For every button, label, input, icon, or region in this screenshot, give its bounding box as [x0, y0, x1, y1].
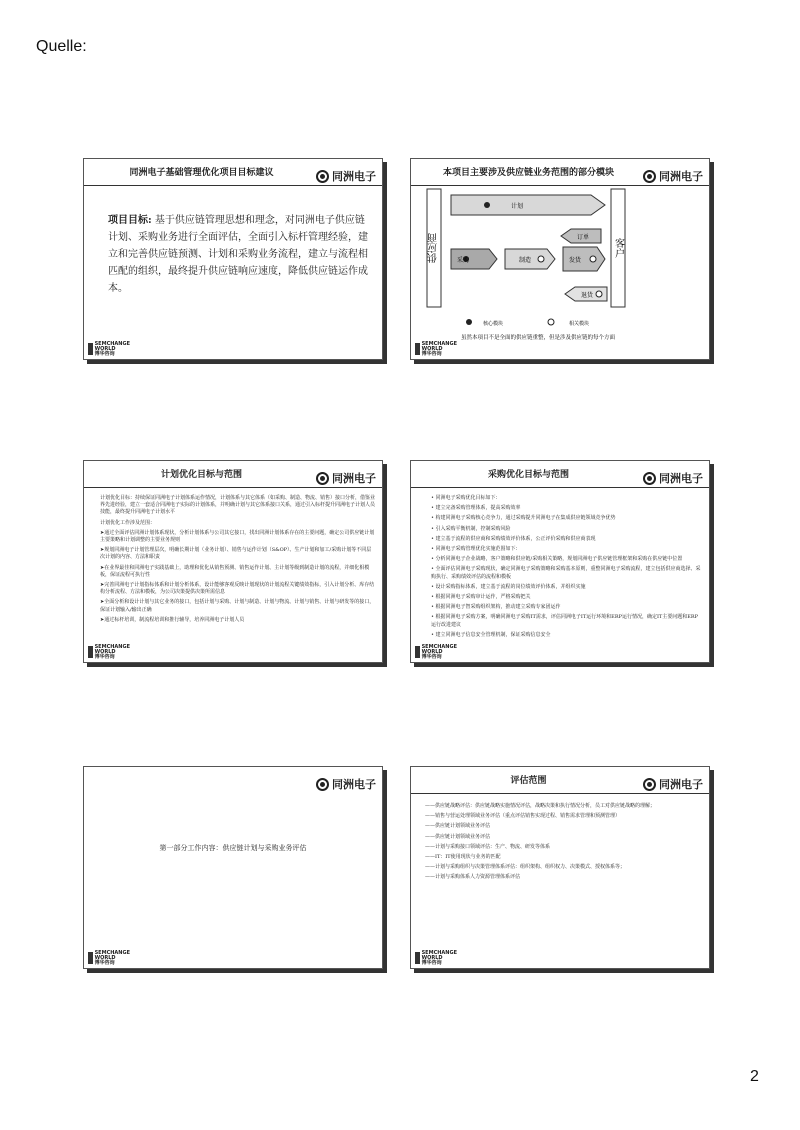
list-item: ——计划与采购接口领域评估：生产、物流、研发等体系 [425, 843, 551, 850]
purchase-scope-title: • 同洲电子采购管理优化实施范围如下： [431, 546, 521, 553]
footer-line: 博华咨询 [421, 959, 442, 966]
legend-core-icon [466, 319, 472, 325]
plan-scope-title: 计划优化工作涉及范围： [100, 519, 156, 526]
legend-related-icon [548, 319, 554, 325]
footer-logo-icon [415, 952, 420, 964]
goal-text: 基于供应链管理思想和理念，对同洲电子供应链计划、采购业务进行全面评估，全面引入标杆管理经验，建立和完善供应链预测、计划和采购业务流程，建立与流程相匹配的组织，最终提升供应链响应速度，降低供应链运作成本。 [108, 215, 368, 294]
slide-header [411, 159, 709, 186]
brand-icon [643, 778, 656, 791]
related-module-dot [538, 256, 544, 262]
footer-logo [88, 342, 130, 356]
list-item: ➤规划同洲电子计划管理层次，明确长期计划（业务计划）、销售与运作计划（S&OP）、生产计划和加工/采购计划等不同层次计划的内容、方法和职责 [100, 547, 372, 561]
footer-line: 博华咨询 [94, 959, 115, 966]
production-label: 制造 [519, 257, 532, 264]
legend-core-label: 核心模块 [483, 321, 504, 327]
purchase-goal-title: • 同洲电子采购优化目标如下： [431, 495, 501, 501]
slide-title: 本项目主要涉及供应链业务范围的部分模块 [442, 168, 614, 178]
footer-line: WORLD [94, 954, 116, 961]
slide-header [84, 159, 382, 186]
footer-line: SEMCHANGE [94, 949, 130, 956]
list-item-text: 建立完备采购管理体系，提高采购效率 [435, 505, 521, 512]
list-item: • 全面评估同洲电子采购现状，确定同洲电子采购策略和采购基本原则，重整同洲电子采购流程，建立包括供应商选择、采购执行、采购绩效评估的流程和模板 [431, 566, 701, 580]
footer-logo [88, 645, 130, 659]
list-item-text: 构建同洲电子采购核心竞争力，通过采购提升同洲电子在集成供应链领域竞争优势 [435, 515, 616, 522]
footer-line: SEMCHANGE [421, 643, 457, 650]
list-item: ——计划与采购组织与决策管理体系评估：组织架构、组织权力、决策模式、授权体系等； [425, 864, 626, 871]
list-item: ——供应链计划领域业务评估 [425, 833, 491, 840]
related-module-dot [590, 256, 596, 262]
goal-label: 项目目标: [108, 215, 152, 226]
slide-purchase-optimization [410, 460, 710, 663]
list-item: ➤通过标杆培训，制流程培训和推行辅导，培养同洲电子计划人员 [100, 616, 245, 623]
footer-logo-icon [88, 646, 93, 658]
brand-name: 同洲电子 [332, 778, 376, 791]
footer-logo [415, 645, 457, 659]
list-item: ➤在业界最佳和同洲电子实践基础上，助理和优化从销售预测、销售运作计划、主计划等级到制造计划的流程，并细化相模板，保证流程可执行性 [100, 564, 370, 578]
footer-line: SEMCHANGE [94, 340, 130, 347]
list-item: • 根据同洲电子智采购组织架构，推动建立采购专家团运作 [431, 604, 561, 611]
list-item: ——销售与营运处理领域业务评估（重点评估销售实现过程、销售需求管理和预测管理） [425, 813, 621, 820]
list-item: • 建立基于流程的供应商和采购绩效评价体系，公正评价采购和供应商表现 [431, 535, 596, 542]
footer-logo-icon [415, 343, 420, 355]
delivery-label: 发货 [569, 257, 582, 264]
slide-title: 评估范围 [510, 776, 547, 786]
brand-name: 同洲电子 [659, 170, 703, 183]
list-item-text: 建立基于流程的供应商和采购绩效评价体系，公正评价采购和供应商表现 [435, 535, 596, 542]
brand-logo [643, 775, 703, 793]
plan-goal: 计划优化目标：持续保证同洲电子计划体系运作情况，计划体系与其它体系（如采购、制造、物流、销售）接口分析，借鉴业界先进经验，建立一套适合同洲电子实际的计划体系，并明确计划与其它体系接口关系，通过引入标杆提升同洲电子计划人员技能，最终提升同洲电子计划水平 [100, 495, 376, 516]
brand-logo [643, 167, 703, 185]
footer-line: WORLD [94, 345, 116, 352]
footer-logo-icon [88, 343, 93, 355]
brand-logo [316, 775, 376, 793]
list-item-text: 建立同洲电子信息安全管理机制，保证采购信息安全 [435, 631, 551, 638]
list-item: ➤通过全面评估同洲计划体系现状，分析计划体系与公司其它接口，找出同洲计划体系存在的主要问题，确定公司供应链计划主要策略和计划调整的主要业务规则 [100, 529, 375, 544]
footer-line: WORLD [94, 648, 116, 655]
footer-line: 博华咨询 [94, 350, 115, 357]
list-item-text: 根据同洲电子智采购组织架构，推动建立采购专家团运作 [435, 604, 561, 611]
slide-title: 计划优化目标与范围 [160, 470, 242, 480]
slide-body [425, 803, 703, 885]
purchase-label: 采购 [457, 257, 470, 264]
slide-section-title [83, 766, 383, 969]
diagram-note: 虽然本项目不是全面的供应链重整，但是涉及供应链的每个方面 [461, 335, 616, 341]
brand-logo [316, 167, 376, 185]
list-item-text: 根据同洲电子采购方案，明确同洲电子采购IT需求，评估同洲电子IT运行环境和ERP运行情况，确定IT主要问题和ERP运行改进建议 [431, 614, 699, 628]
related-module-dot [596, 291, 602, 297]
footer-line: SEMCHANGE [421, 340, 457, 347]
slide-plan-optimization [83, 460, 383, 663]
list-item: ➤完善同洲电子计划指标体系和计划分析体系，设计能够客观反映计划现状的计划流程关键绩效指标，引入计划分析、库存结构分析流程、方法和模板，为公司决策提供决策所需信息 [100, 582, 375, 596]
list-item-text: 分析同洲电子企业战略，客户策略和供应链/采购相关策略，规划同洲电子供应链管理框架和采购在供应链中位置 [435, 556, 683, 563]
purchase-scope-title-text: 同洲电子采购管理优化实施范围如下： [435, 546, 521, 553]
footer-logo [415, 342, 457, 356]
list-item: ——供应链战略评估：供应链战略实施情况评估，战略决策和执行情况分析，员工对供应链战略的理解； [425, 803, 656, 809]
plan-arrow [451, 195, 605, 215]
order-label: 订单 [577, 234, 590, 241]
slide-header [84, 461, 382, 488]
brand-icon [643, 472, 656, 485]
slide-title: 采购优化目标与范围 [487, 470, 569, 480]
brand-logo [316, 469, 376, 487]
brand-logo [643, 469, 703, 487]
list-item: • 引入采购平衡机制，控制采购风险 [431, 525, 511, 532]
slide-body [108, 212, 368, 297]
footer-line: WORLD [421, 954, 443, 961]
list-item-text: 设计采购指标体系，建立基于流程的岗位绩效评价体系，并组织实施 [435, 583, 586, 590]
list-item-text: 全面评估同洲电子采购现状，确定同洲电子采购策略和采购基本原则，重整同洲电子采购流程，建立包括供应商选择、采购执行、采购绩效评估的流程和模板 [431, 566, 701, 580]
list-item: ——供应链计划领域业务评估 [425, 823, 491, 830]
footer-logo [415, 951, 457, 965]
footer-logo [88, 951, 130, 965]
brand-icon [316, 778, 329, 791]
section-title: 第一部分工作内容：供应链计划与采购业务评估 [159, 844, 307, 852]
supplier-label: 供应商 [428, 233, 440, 263]
slide-project-goal [83, 158, 383, 360]
list-item-text: 引入采购平衡机制，控制采购风险 [435, 525, 511, 532]
slide-title: 同洲电子基础管理优化项目目标建议 [129, 168, 274, 178]
slide-evaluation-scope [410, 766, 710, 969]
footer-logo-icon [88, 952, 93, 964]
list-item: • 建立完备采购管理体系，提高采购效率 [431, 505, 521, 512]
supply-chain-diagram [411, 185, 710, 360]
brand-icon [643, 170, 656, 183]
footer-line: 博华咨询 [421, 350, 442, 357]
footer-line: WORLD [421, 648, 443, 655]
slide-body [100, 495, 376, 627]
footer-line: SEMCHANGE [421, 949, 457, 956]
return-label: 退货 [581, 292, 594, 299]
list-item: ➤全面分析和设计计划与其它业务的接口，包括计划与采购、计划与制造、计划与物流、计划与销售、计划与研发等的接口，保证计划输入/输出正确 [100, 599, 375, 613]
list-item: ——计划与采购体系人力资源管理体系评估 [425, 874, 521, 881]
brand-name: 同洲电子 [332, 170, 376, 183]
list-item: • 建立同洲电子信息安全管理机制，保证采购信息安全 [431, 631, 551, 638]
footer-line: WORLD [421, 345, 443, 352]
footer-line: SEMCHANGE [94, 643, 130, 650]
slide-header [411, 767, 709, 794]
list-item: • 根据同洲电子采购审计运作，严格采购把关 [431, 594, 531, 601]
brand-name: 同洲电子 [659, 778, 703, 791]
purchase-goal-title-text: 同洲电子采购优化目标如下： [435, 495, 501, 501]
list-item-text: 根据同洲电子采购审计运作，严格采购把关 [435, 594, 531, 601]
footer-logo-icon [415, 646, 420, 658]
footer-line: 博华咨询 [94, 653, 115, 660]
customer-label: 客户 [612, 238, 624, 258]
plan-label: 计划 [511, 203, 524, 210]
list-item: • 设计采购指标体系，建立基于流程的岗位绩效评价体系，并组织实施 [431, 583, 586, 590]
page-number: 2 [750, 1068, 759, 1085]
list-item: • 分析同洲电子企业战略，客户策略和供应链/采购相关策略，规划同洲电子供应链管理框架和采购在供应链中位置 [431, 556, 683, 563]
brand-icon [316, 170, 329, 183]
slide-supply-chain-diagram [410, 158, 710, 360]
list-item: ——IT：IT使用现状与业务的匹配 [425, 854, 501, 861]
legend-related-label: 相关模块 [569, 321, 590, 327]
core-module-dot [484, 202, 490, 208]
slide-body [431, 495, 701, 642]
brand-name: 同洲电子 [659, 472, 703, 485]
brand-icon [316, 472, 329, 485]
list-item: • 构建同洲电子采购核心竞争力，通过采购提升同洲电子在集成供应链领域竞争优势 [431, 515, 616, 522]
list-item: • 根据同洲电子采购方案，明确同洲电子采购IT需求，评估同洲电子IT运行环境和ERP运行情况，确定IT主要问题和ERP运行改进建议 [431, 614, 699, 628]
brand-name: 同洲电子 [332, 472, 376, 485]
slide-header [411, 461, 709, 488]
source-label: Quelle: [36, 38, 87, 55]
footer-line: 博华咨询 [421, 653, 442, 660]
